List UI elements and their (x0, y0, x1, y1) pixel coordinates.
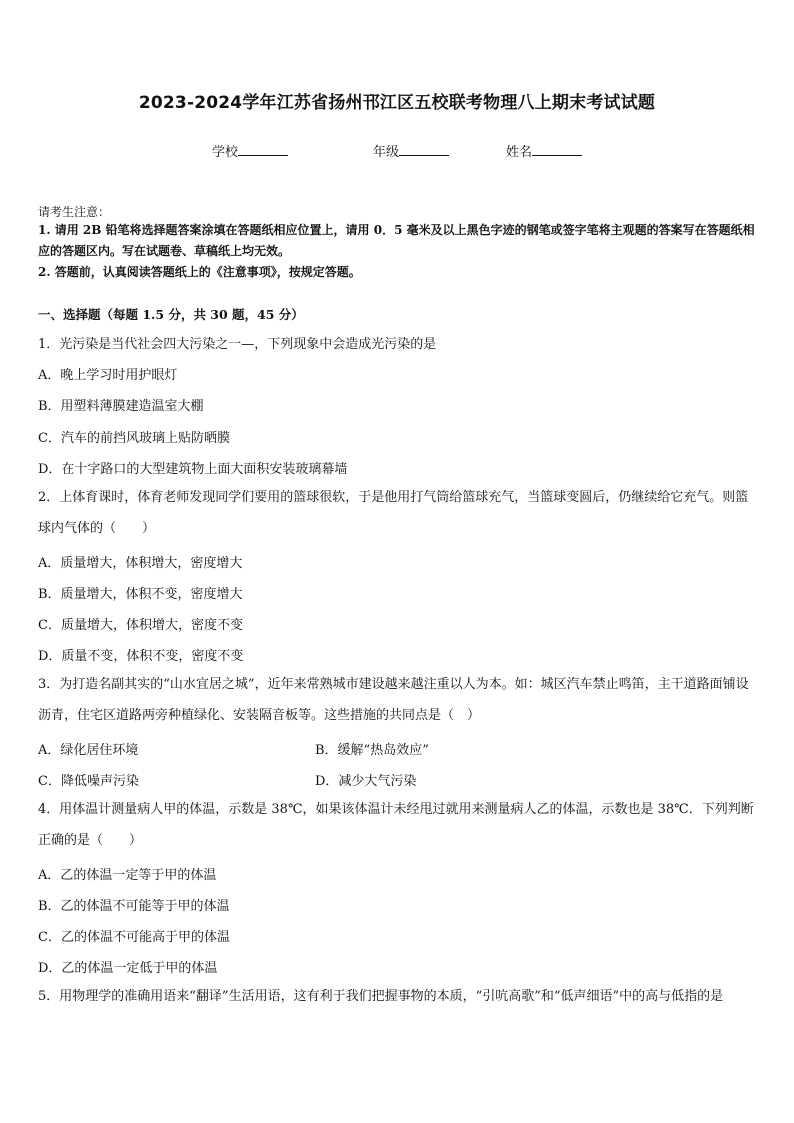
question-5-stem: 5．用物理学的准确用语来“翻译”生活用语，这有利于我们把握事物的本质，“引吭高歌”和“低声细语”中的高与低指的是 (38, 989, 724, 1004)
question-1-option-b[interactable]: B．用塑料薄膜建造温室大棚 (38, 399, 204, 414)
name-field[interactable] (506, 141, 582, 160)
question-2-option-a[interactable]: A．质量增大，体积增大，密度增大 (38, 556, 243, 571)
school-field[interactable] (212, 141, 288, 160)
notice-heading: 请考生注意： (38, 205, 111, 219)
name-blank[interactable] (532, 142, 582, 156)
question-4-option-b[interactable]: B．乙的体温不可能等于甲的体温 (38, 899, 230, 914)
question-3-option-d[interactable]: D．减少大气污染 (315, 774, 417, 789)
notice-item-2: 2. 答题前，认真阅读答题纸上的《注意事项》，按规定答题。 (38, 265, 361, 279)
question-3-option-c[interactable]: C．降低噪声污染 (38, 774, 139, 789)
notice-item-1: 1. 请用 2B 铅笔将选择题答案涂填在答题纸相应位置上，请用 0．5 毫米及以上黑色字迹的钢笔或签字笔将主观题的答案写在答题纸相应的答题区内。写在试题卷、草稿纸上均无效。 (38, 223, 755, 258)
question-2-option-d[interactable]: D．质量不变，体积不变，密度不变 (38, 649, 244, 664)
page-title: 2023-2024学年江苏省扬州邗江区五校联考物理八上期末考试试题 (138, 93, 656, 113)
question-4-option-a[interactable]: A．乙的体温一定等于甲的体温 (38, 868, 217, 883)
school-blank[interactable] (238, 142, 288, 156)
question-2-option-b[interactable]: B．质量增大，体积不变，密度增大 (38, 587, 243, 602)
section-heading: 一、选择题（每题 1.5 分，共 30 题，45 分） (38, 307, 304, 322)
question-3-option-a[interactable]: A．绿化居住环境 (38, 743, 139, 758)
grade-label: 年级 (373, 145, 400, 160)
question-2-option-c[interactable]: C．质量增大，体积增大，密度不变 (38, 618, 243, 633)
question-4-stem: 4．用体温计测量病人甲的体温，示数是 38℃，如果该体温计未经甩过就用来测量病人乙的体温，示数也是 38℃．下列判断正确的是（ ） (38, 802, 754, 848)
question-2-stem: 2．上体育课时，体育老师发现同学们要用的篮球很软，于是他用打气筒给篮球充气，当篮球变圆后，仍继续给它充气。则篮球内气体的（ ） (38, 490, 749, 536)
school-label: 学校 (212, 145, 239, 160)
question-1-option-a[interactable]: A．晚上学习时用护眼灯 (38, 368, 178, 383)
grade-field[interactable] (373, 141, 449, 160)
question-1-option-d[interactable]: D．在十字路口的大型建筑物上面大面积安装玻璃幕墙 (38, 462, 348, 477)
question-4-option-c[interactable]: C．乙的体温不可能高于甲的体温 (38, 930, 230, 945)
grade-blank[interactable] (399, 142, 449, 156)
question-1-stem: 1．光污染是当代社会四大污染之一—，下列现象中会造成光污染的是 (38, 337, 437, 352)
question-1-option-c[interactable]: C．汽车的前挡风玻璃上贴防晒膜 (38, 431, 230, 446)
question-3-option-b[interactable]: B．缓解“热岛效应” (315, 743, 429, 758)
question-3-stem: 3．为打造名副其实的“山水宜居之城”，近年来常熟城市建设越来越注重以人为本。如：城区汽车禁止鸣笛，主干道路面铺设沥青，住宅区道路两旁种植绿化、安装隔音板等。这些措施的共同点是（ ） (38, 677, 749, 723)
question-4-option-d[interactable]: D．乙的体温一定低于甲的体温 (38, 961, 218, 976)
name-label: 姓名 (506, 145, 533, 160)
